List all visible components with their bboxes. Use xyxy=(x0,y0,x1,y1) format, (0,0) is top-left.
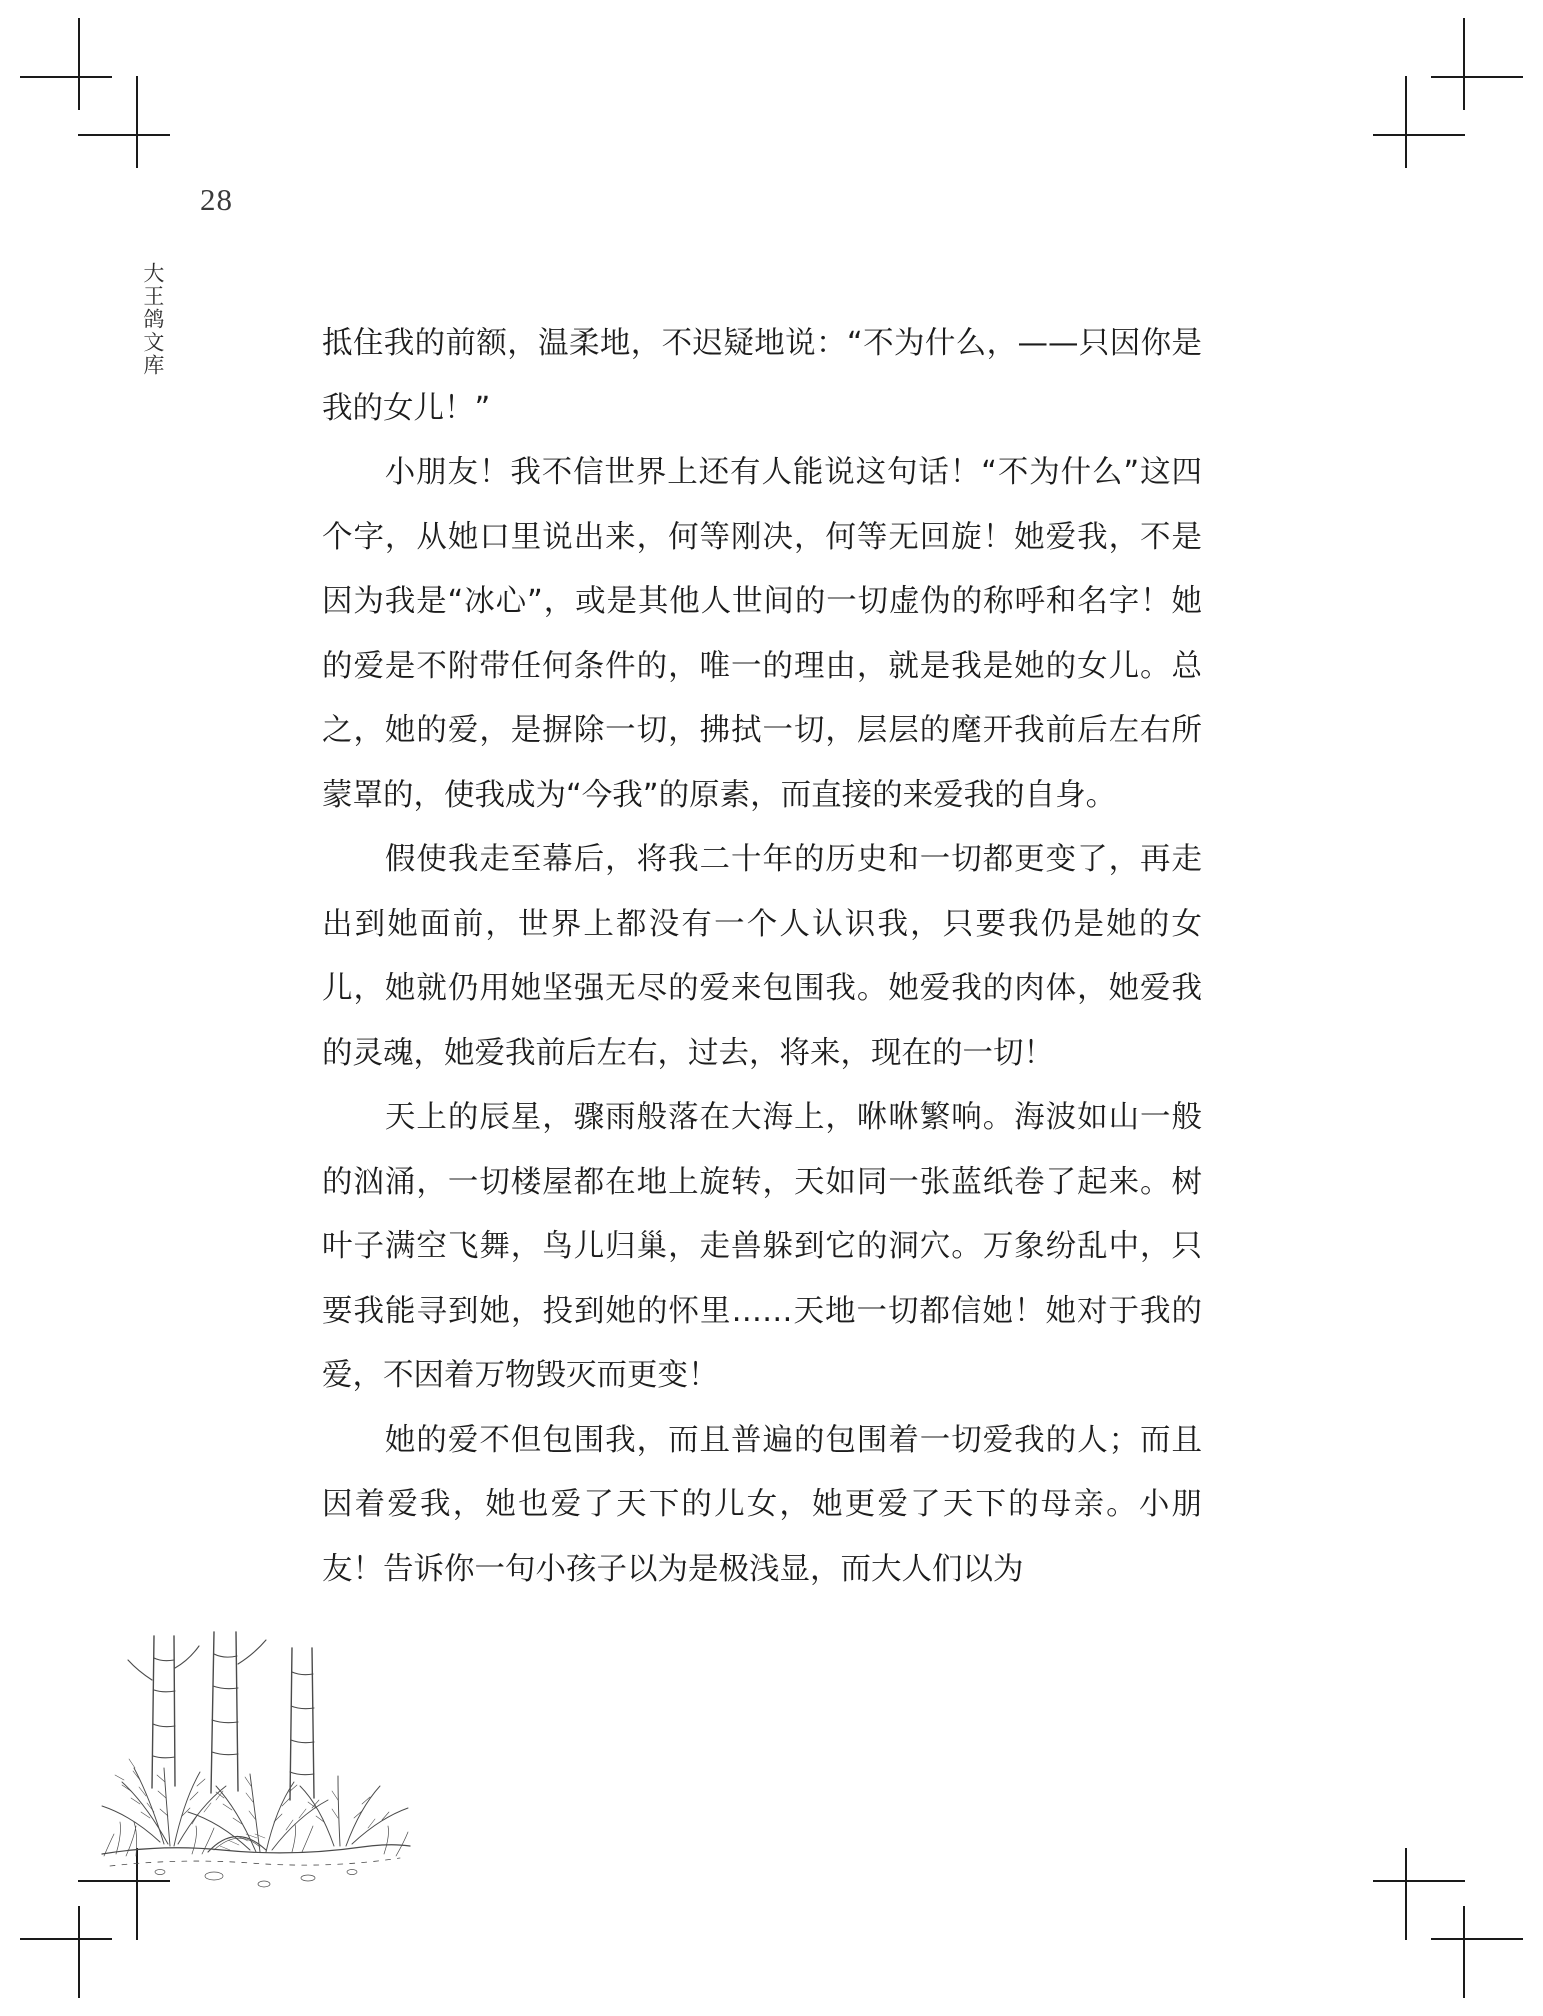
paragraph: 假使我走至幕后，将我二十年的历史和一切都更变了，再走出到她面前，世界上都没有一个人认识我，只要我仍是她的女儿，她就仍用她坚强无尽的爱来包围我。她爱我的肉体，她爱我的灵魂，她爱我前后左右，过去，将来，现在的一切！ xyxy=(322,842,1202,1071)
paragraph: 天上的辰星，骤雨般落在大海上，咻咻繁响。海波如山一般的汹涌，一切楼屋都在地上旋转，天如同一张蓝纸卷了起来。树叶子满空飞舞，鸟儿归巢，走兽躲到它的洞穴。万象纷乱中，只要我能寻到她，投到她的怀里……天地一切都信她！她对于我的爱，不因着万物毁灭而更变！ xyxy=(322,1100,1202,1393)
page-number: 28 xyxy=(200,182,233,217)
series-imprint: 大王鸽文库 xyxy=(140,262,165,377)
paragraph: 抵住我的前额，温柔地，不迟疑地说：“不为什么，——只因你是我的女儿！” xyxy=(322,326,1202,426)
paragraph: 小朋友！我不信世界上还有人能说这句话！“不为什么”这四个字，从她口里说出来，何等刚决，何等无回旋！她爱我，不是因为我是“冰心”，或是其他人世间的一切虚伪的称呼和名字！她的爱是不附带任何条件的，唯一的理由，就是我是她的女儿。总之，她的爱，是摒除一切，拂拭一切，层层的麾开我前后左右所蒙罩的，使我成为“今我”的原素，而直接的来爱我的自身。 xyxy=(322,455,1202,813)
paragraph: 她的爱不但包围我，而且普遍的包围着一切爱我的人；而且因着爱我，她也爱了天下的儿女，她更爱了天下的母亲。小朋友！告诉你一句小孩子以为是极浅显，而大人们以为 xyxy=(322,1422,1202,1587)
body-text-block xyxy=(322,312,1202,1602)
botanical-engraving-illustration xyxy=(96,1628,416,1896)
